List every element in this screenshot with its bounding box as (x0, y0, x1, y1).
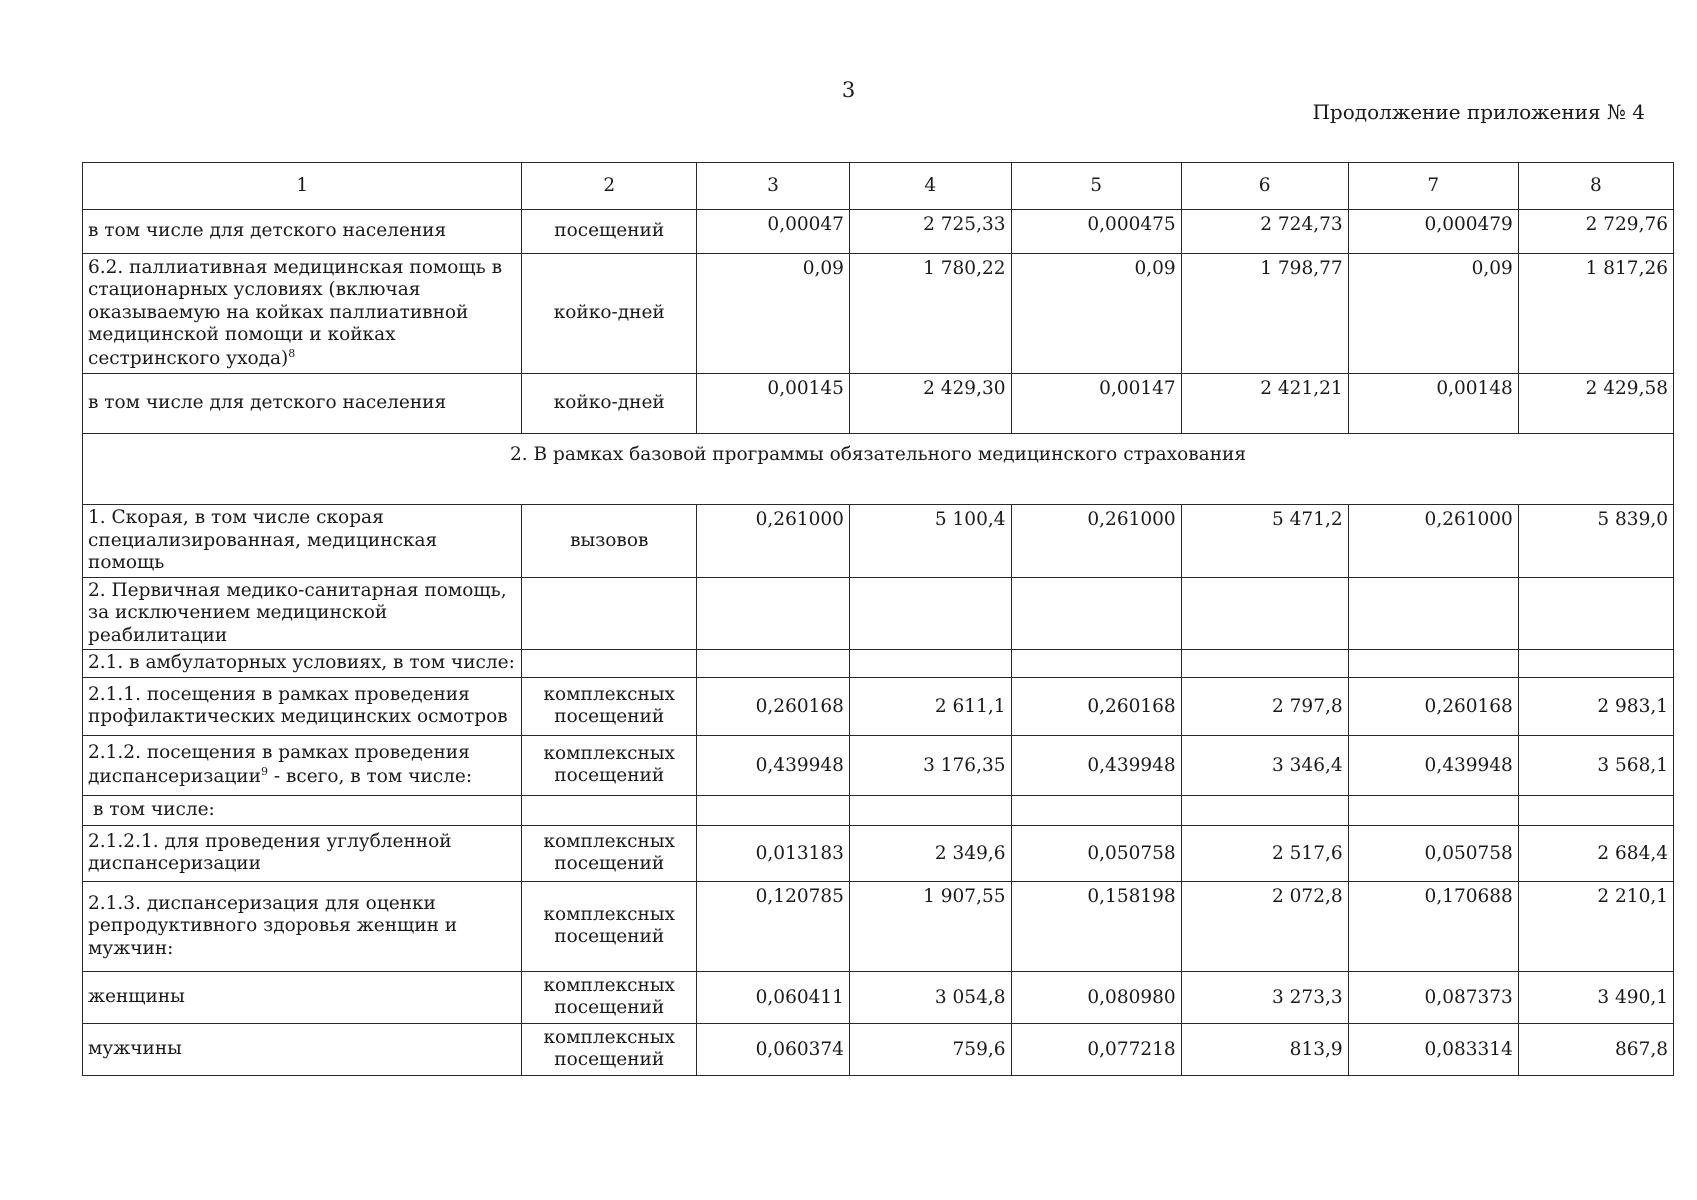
row-unit (522, 650, 697, 678)
section-heading: 2. В рамках базовой программы обязательного медицинского страхования (83, 434, 1674, 505)
value-cell-col-6: 2 421,21 (1181, 374, 1348, 434)
value-cell-col-7: 0,087373 (1348, 971, 1518, 1023)
value-cell-col-4: 5 100,4 (849, 505, 1011, 578)
table-row (83, 735, 1674, 795)
value-cell-col-4 (849, 577, 1011, 650)
value-cell-col-4: 2 349,6 (849, 825, 1011, 881)
value-cell-col-7 (1348, 650, 1518, 678)
value-cell-col-5: 0,080980 (1011, 971, 1181, 1023)
value-cell-col-6: 3 273,3 (1181, 971, 1348, 1023)
value-cell-col-7 (1348, 795, 1518, 825)
column-header-1: 1 (83, 163, 522, 210)
row-description-text: 2.1.3. диспансеризация для оценки репродуктивного здоровья женщин и мужчин: (88, 892, 458, 959)
row-description-text: в том числе: (93, 799, 215, 821)
value-cell-col-8 (1518, 577, 1673, 650)
value-cell-col-4 (849, 795, 1011, 825)
value-cell-col-3: 0,013183 (696, 825, 849, 881)
value-cell-col-5: 0,439948 (1011, 735, 1181, 795)
value-cell-col-6: 1 798,77 (1181, 254, 1348, 374)
value-cell-col-5 (1011, 577, 1181, 650)
value-cell-col-6: 2 724,73 (1181, 210, 1348, 254)
value-cell-col-3 (696, 577, 849, 650)
row-description (83, 881, 522, 971)
value-cell-col-6: 813,9 (1181, 1023, 1348, 1075)
row-unit: койко-дней (522, 374, 697, 434)
row-description (83, 577, 522, 650)
value-cell-col-8: 1 817,26 (1518, 254, 1673, 374)
value-cell-col-8 (1518, 650, 1673, 678)
value-cell-col-5: 0,000475 (1011, 210, 1181, 254)
row-description-text: 2.1. в амбулаторных условиях, в том числе: (88, 652, 515, 674)
value-cell-col-5: 0,00147 (1011, 374, 1181, 434)
row-unit: комплексных посещений (522, 677, 697, 735)
value-cell-col-8: 2 729,76 (1518, 210, 1673, 254)
value-cell-col-3: 0,261000 (696, 505, 849, 578)
table-row (83, 825, 1674, 881)
value-cell-col-3: 0,00047 (696, 210, 849, 254)
row-description-text: 2.1.2.1. для проведения углубленной диспансеризации (88, 830, 452, 875)
value-cell-col-4: 1 907,55 (849, 881, 1011, 971)
value-cell-col-5 (1011, 795, 1181, 825)
value-cell-col-8: 2 983,1 (1518, 677, 1673, 735)
row-description-text: 1. Скорая, в том числе скорая специализированная, медицинская помощь (88, 507, 438, 574)
row-description (83, 735, 522, 795)
row-description (83, 650, 522, 678)
table-row (83, 505, 1674, 578)
row-description-text: 2.1.2. посещения в рамках проведения диспансеризации (88, 742, 470, 788)
value-cell-col-6: 5 471,2 (1181, 505, 1348, 578)
row-description (83, 1023, 522, 1075)
row-description-text: в том числе для детского населения (88, 392, 447, 414)
row-description-tail: - всего, в том числе: (267, 766, 473, 788)
row-description (83, 825, 522, 881)
table-row (83, 795, 1674, 825)
row-unit: комплексных посещений (522, 825, 697, 881)
value-cell-col-7: 0,000479 (1348, 210, 1518, 254)
table-row (83, 971, 1674, 1023)
value-cell-col-3: 0,09 (696, 254, 849, 374)
table-body (83, 210, 1674, 1076)
value-cell-col-5: 0,09 (1011, 254, 1181, 374)
table-row (83, 1023, 1674, 1075)
value-cell-col-4: 2 429,30 (849, 374, 1011, 434)
value-cell-col-8: 3 490,1 (1518, 971, 1673, 1023)
value-cell-col-7 (1348, 577, 1518, 650)
row-unit: посещений (522, 210, 697, 254)
row-description (83, 795, 522, 825)
row-unit: вызовов (522, 505, 697, 578)
value-cell-col-8: 2 210,1 (1518, 881, 1673, 971)
value-cell-col-4: 3 054,8 (849, 971, 1011, 1023)
value-cell-col-8 (1518, 795, 1673, 825)
row-description (83, 505, 522, 578)
value-cell-col-6: 2 517,6 (1181, 825, 1348, 881)
value-cell-col-7: 0,083314 (1348, 1023, 1518, 1075)
row-unit: комплексных посещений (522, 881, 697, 971)
table-row (83, 254, 1674, 374)
column-header-4: 4 (849, 163, 1011, 210)
row-unit: комплексных посещений (522, 1023, 697, 1075)
column-header-3: 3 (696, 163, 849, 210)
value-cell-col-8: 5 839,0 (1518, 505, 1673, 578)
table-row (83, 434, 1674, 505)
row-description (83, 210, 522, 254)
value-cell-col-6: 2 797,8 (1181, 677, 1348, 735)
row-description (83, 254, 522, 374)
column-header-8: 8 (1518, 163, 1673, 210)
page-number: 3 (841, 78, 856, 102)
value-cell-col-7: 0,261000 (1348, 505, 1518, 578)
value-cell-col-3: 0,060411 (696, 971, 849, 1023)
value-cell-col-4 (849, 650, 1011, 678)
value-cell-col-7: 0,00148 (1348, 374, 1518, 434)
value-cell-col-5: 0,077218 (1011, 1023, 1181, 1075)
value-cell-col-5: 0,261000 (1011, 505, 1181, 578)
value-cell-col-3: 0,060374 (696, 1023, 849, 1075)
table-row (83, 677, 1674, 735)
value-cell-col-8: 3 568,1 (1518, 735, 1673, 795)
table-row (83, 374, 1674, 434)
value-cell-col-5 (1011, 650, 1181, 678)
value-cell-col-3: 0,260168 (696, 677, 849, 735)
value-cell-col-3: 0,120785 (696, 881, 849, 971)
row-description-text: 6.2. паллиативная медицинская помощь в стационарных условиях (включая оказываемую на койках паллиативной медицинской помощи и койках сестринского ухода) (88, 256, 502, 369)
table-row (83, 650, 1674, 678)
row-unit: комплексных посещений (522, 971, 697, 1023)
row-description-text: женщины (88, 986, 185, 1008)
appendix-note: Продолжение приложения № 4 (1312, 100, 1645, 124)
value-cell-col-8: 867,8 (1518, 1023, 1673, 1075)
table-row (83, 577, 1674, 650)
value-cell-col-7: 0,439948 (1348, 735, 1518, 795)
column-header-5: 5 (1011, 163, 1181, 210)
value-cell-col-5: 0,260168 (1011, 677, 1181, 735)
value-cell-col-7: 0,170688 (1348, 881, 1518, 971)
table-row (83, 881, 1674, 971)
value-cell-col-6 (1181, 650, 1348, 678)
value-cell-col-7: 0,050758 (1348, 825, 1518, 881)
value-cell-col-6: 3 346,4 (1181, 735, 1348, 795)
value-cell-col-3: 0,00145 (696, 374, 849, 434)
row-unit: комплексных посещений (522, 735, 697, 795)
value-cell-col-7: 0,260168 (1348, 677, 1518, 735)
row-description-text: 2.1.1. посещения в рамках проведения профилактических медицинских осмотров (88, 683, 508, 728)
row-unit (522, 577, 697, 650)
value-cell-col-4: 3 176,35 (849, 735, 1011, 795)
row-description-text: в том числе для детского населения (88, 220, 447, 242)
value-cell-col-6: 2 072,8 (1181, 881, 1348, 971)
value-cell-col-5: 0,050758 (1011, 825, 1181, 881)
column-header-7: 7 (1348, 163, 1518, 210)
value-cell-col-8: 2 684,4 (1518, 825, 1673, 881)
value-cell-col-3 (696, 795, 849, 825)
value-cell-col-4: 2 611,1 (849, 677, 1011, 735)
column-header-6: 6 (1181, 163, 1348, 210)
row-unit: койко-дней (522, 254, 697, 374)
table-row (83, 210, 1674, 254)
header-row (83, 163, 1674, 210)
row-description-text: мужчины (88, 1038, 182, 1060)
row-description (83, 374, 522, 434)
value-cell-col-8: 2 429,58 (1518, 374, 1673, 434)
value-cell-col-4: 1 780,22 (849, 254, 1011, 374)
value-cell-col-5: 0,158198 (1011, 881, 1181, 971)
value-cell-col-3: 0,439948 (696, 735, 849, 795)
value-cell-col-6 (1181, 577, 1348, 650)
data-table (82, 162, 1674, 1076)
row-description-text: 2. Первичная медико-санитарная помощь, за исключением медицинской реабилитации (88, 579, 507, 646)
footnote-marker: 8 (288, 346, 296, 360)
row-description (83, 971, 522, 1023)
footnote-marker: 9 (260, 764, 268, 778)
value-cell-col-6 (1181, 795, 1348, 825)
value-cell-col-4: 2 725,33 (849, 210, 1011, 254)
value-cell-col-4: 759,6 (849, 1023, 1011, 1075)
row-unit (522, 795, 697, 825)
value-cell-col-7: 0,09 (1348, 254, 1518, 374)
row-description (83, 677, 522, 735)
column-header-2: 2 (522, 163, 697, 210)
value-cell-col-3 (696, 650, 849, 678)
